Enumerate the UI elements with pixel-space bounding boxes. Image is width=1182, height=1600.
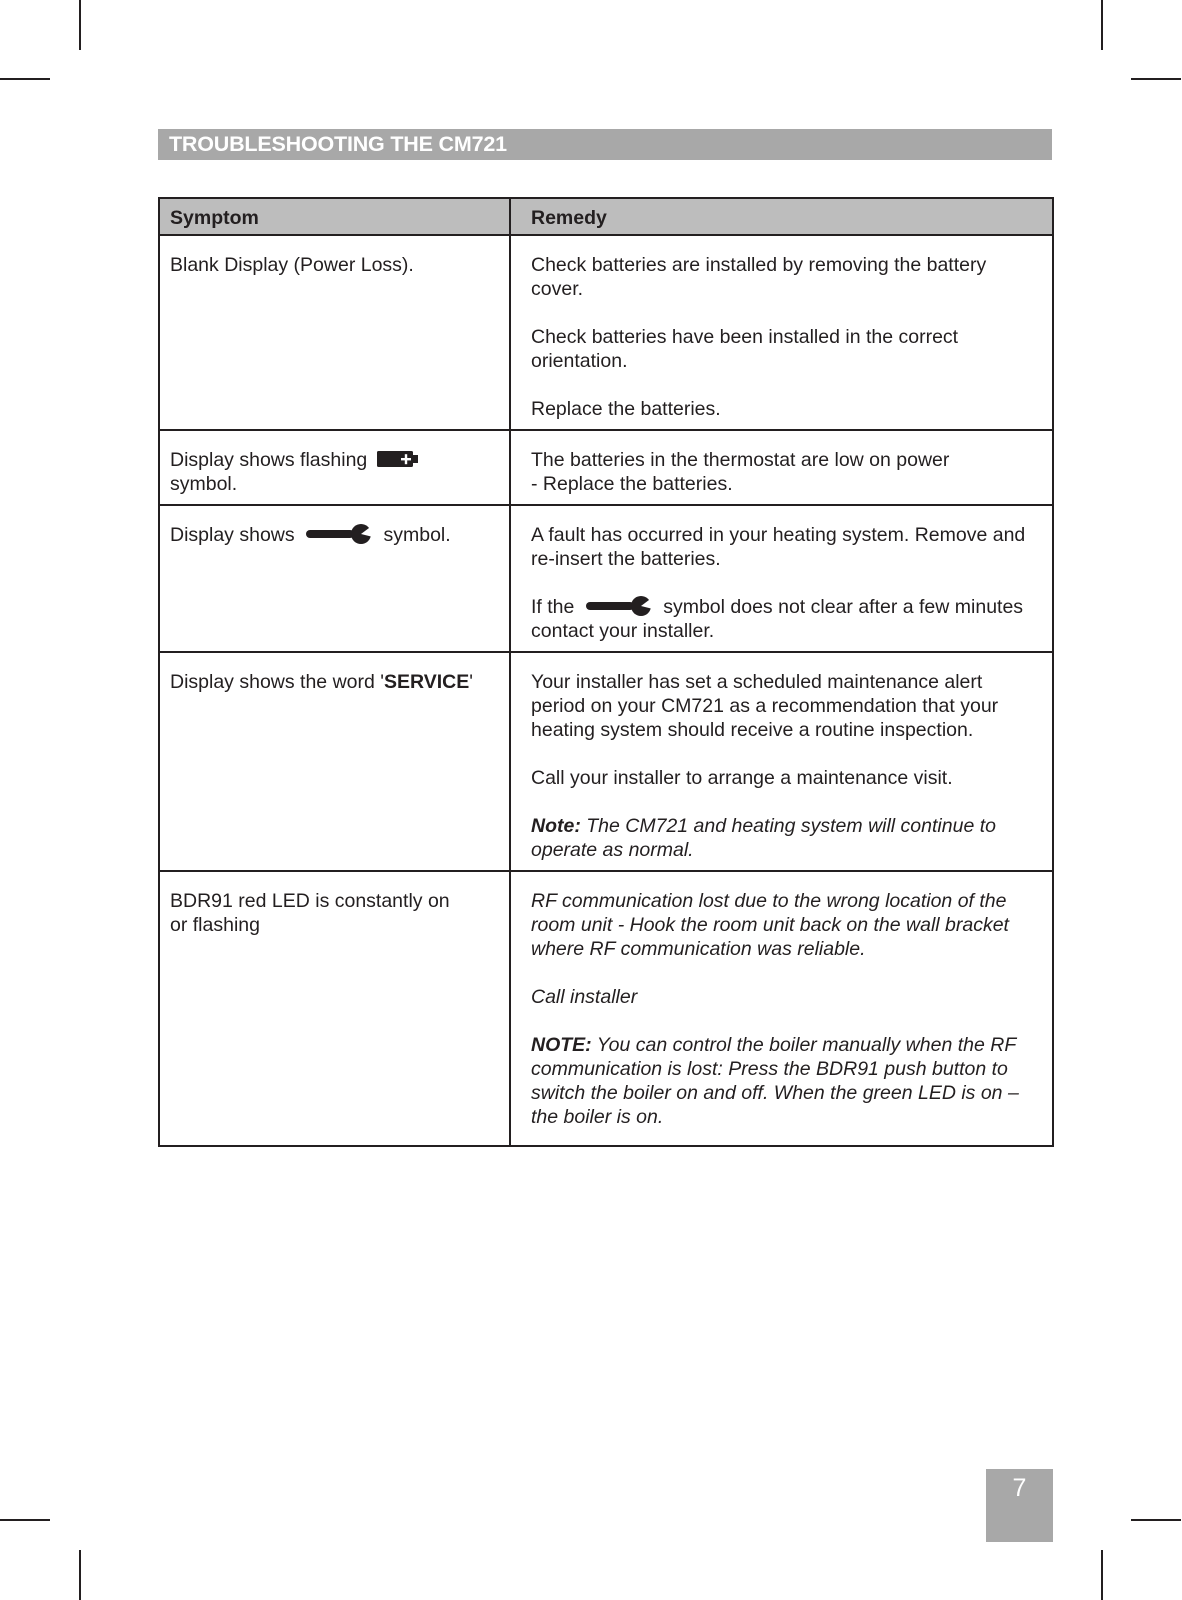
remedy-text: RF communication lost due to the wrong location of the room unit - Hook the room unit back on the wall bracket where RF communication was reliable. (531, 890, 1009, 960)
table-row (159, 652, 1053, 871)
table-header-row (159, 198, 1053, 235)
symptom-cell (159, 235, 510, 430)
remedy-column-header: Remedy (510, 198, 1053, 235)
section-title: TROUBLESHOOTING THE CM721 (158, 129, 1052, 160)
remedy-cell (510, 235, 1053, 430)
remedy-cell (510, 430, 1053, 505)
crop-mark (1101, 0, 1103, 50)
table-row (159, 430, 1053, 505)
remedy-text: Call your installer to arrange a maintenance visit. (531, 767, 953, 789)
remedy-cell (510, 871, 1053, 1146)
remedy-text: Call installer (531, 986, 638, 1008)
service-word: SERVICE (383, 671, 470, 693)
symptom-text: BDR91 red LED is constantly on or flashing (170, 890, 450, 936)
symptom-text: Display shows (170, 524, 295, 546)
crop-mark (0, 1519, 50, 1521)
symptom-text: symbol. (383, 524, 451, 546)
symptom-cell (159, 505, 510, 652)
symptom-text: Display shows the word ' (170, 671, 384, 693)
crop-mark (1131, 78, 1181, 80)
crop-mark (0, 78, 50, 80)
crop-mark (79, 1550, 81, 1600)
crop-mark (1131, 1519, 1181, 1521)
remedy-text: The batteries in the thermostat are low on power (531, 449, 950, 471)
remedy-text: A fault has occurred in your heating system. Remove and re-insert the batteries. (531, 524, 1026, 570)
table-row (159, 235, 1053, 430)
note-label: NOTE: (531, 1034, 592, 1056)
note-text (531, 814, 1040, 862)
remedy-text (531, 595, 1040, 643)
symptom-text: ' (469, 671, 473, 693)
note-body: The CM721 and heating system will continue to operate as normal. (531, 815, 996, 861)
battery-icon (377, 450, 419, 468)
wrench-icon (306, 523, 372, 545)
symptom-text: Display shows flashing (170, 449, 368, 471)
symptom-text: Blank Display (Power Loss). (170, 254, 414, 276)
symptom-text: symbol. (170, 473, 238, 495)
troubleshooting-table (158, 197, 1054, 1147)
crop-mark (79, 0, 81, 50)
symptom-column-header: Symptom (159, 198, 510, 235)
symptom-cell (159, 652, 510, 871)
remedy-text-part: symbol does not clear after a few minutes contact your installer. (531, 596, 1024, 642)
note-text (531, 1033, 1040, 1129)
remedy-cell (510, 652, 1053, 871)
remedy-text: - Replace the batteries. (531, 473, 733, 495)
crop-mark (1101, 1550, 1103, 1600)
wrench-icon (586, 595, 652, 617)
symptom-cell (159, 430, 510, 505)
symptom-cell (159, 871, 510, 1146)
table-row (159, 505, 1053, 652)
remedy-text: Replace the batteries. (531, 398, 721, 420)
table-row (159, 871, 1053, 1146)
remedy-text-part: If the (531, 596, 575, 618)
note-body: You can control the boiler manually when the RF communication is lost: Press the BDR91 push button to switch the boiler on and off. When the green LED is on – the boiler is on. (531, 1034, 1019, 1128)
remedy-text: Check batteries have been installed in the correct orientation. (531, 326, 959, 372)
note-label: Note: (531, 815, 581, 837)
remedy-text: Check batteries are installed by removing the battery cover. (531, 254, 987, 300)
remedy-cell (510, 505, 1053, 652)
page-number: 7 (986, 1469, 1053, 1542)
remedy-text: Your installer has set a scheduled maintenance alert period on your CM721 as a recommendation that your heating system should receive a routine inspection. (531, 671, 999, 741)
